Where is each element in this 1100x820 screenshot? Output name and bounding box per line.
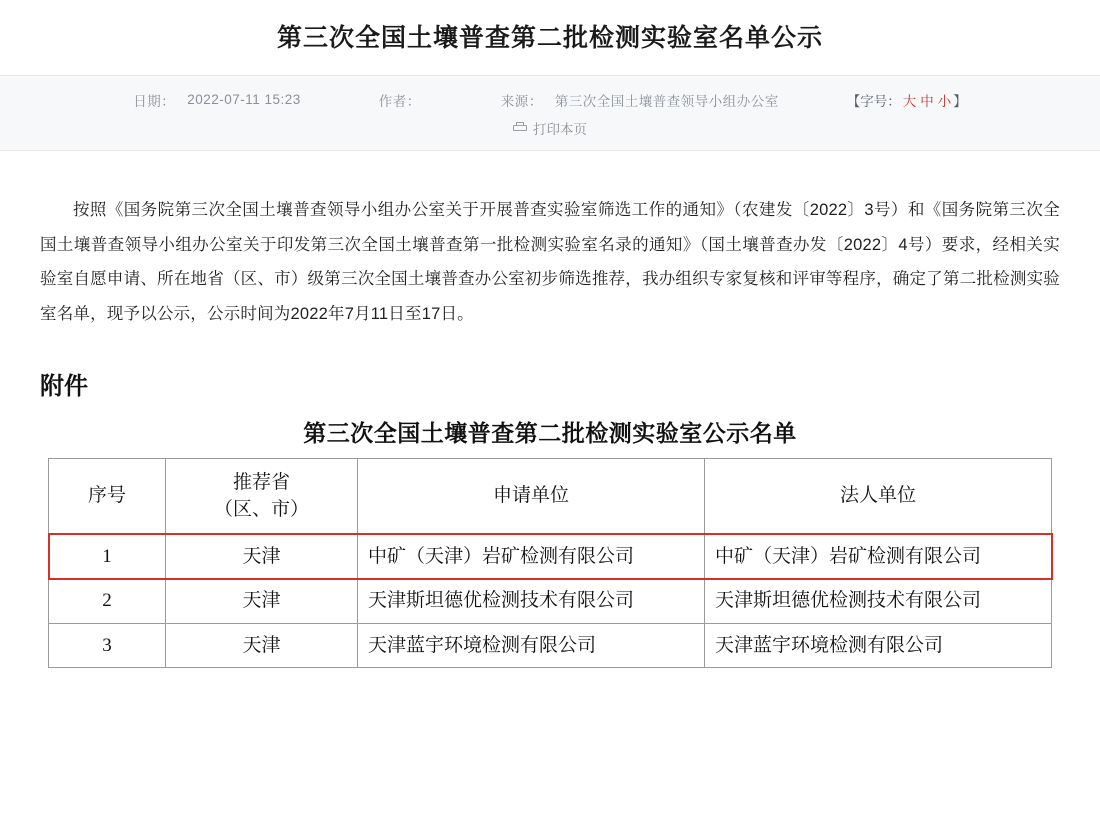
column-header-no: 序号 [49, 458, 166, 534]
meta-bar [0, 76, 1100, 151]
date-value: 2022-07-11 15:23 [187, 92, 301, 107]
cell-no: 1 [49, 534, 166, 579]
cell-no: 3 [49, 623, 166, 668]
column-header-province-line2: （区、市） [213, 499, 309, 521]
cell-no: 2 [49, 579, 166, 624]
cell-province: 天津 [166, 579, 358, 624]
author-label: 作者： [378, 93, 421, 109]
font-size-label: 【字号： [846, 93, 901, 109]
column-header-province-line1: 推荐省 [232, 471, 290, 493]
column-header-province [166, 458, 358, 534]
cell-legal-entity: 天津斯坦德优检测技术有限公司 [705, 579, 1052, 624]
body-paragraph: 按照《国务院第三次全国土壤普查领导小组办公室关于开展普查实验室筛选工作的通知》（农建发〔2022〕3号）和《国务院第三次全国土壤普查领导小组办公室关于印发第三次全国土壤普查第一批检测实验室名录的通知》（国土壤普查办发〔2022〕4号）要求，经相关实验室自愿申请、所在地省（区、市）级第三次全国土壤普查办公室初步筛选推荐，我办组织专家复核和评审等程序，确定了第二批检测实验室名单，现予以公示，公示时间为2022年7月11日至17日。 [40, 201, 1060, 323]
table-row [49, 623, 1052, 668]
table-row [49, 579, 1052, 624]
title-bar [0, 0, 1100, 76]
attachment-section [0, 366, 1100, 669]
meta-row [0, 90, 1100, 110]
cell-applicant: 天津蓝宇环境检测有限公司 [358, 623, 705, 668]
printer-icon [513, 122, 527, 134]
laboratory-table [48, 458, 1052, 669]
attachment-label: 附件 [40, 373, 88, 400]
cell-applicant: 天津斯坦德优检测技术有限公司 [358, 579, 705, 624]
cell-legal-entity: 中矿（天津）岩矿检测有限公司 [705, 534, 1052, 579]
source-value: 第三次全国土壤普查领导小组办公室 [554, 93, 779, 109]
article-body [0, 151, 1100, 332]
print-row[interactable] [0, 118, 1100, 138]
attachment-table-title: 第三次全国土壤普查第二批检测实验室公示名单 [303, 420, 797, 446]
table-header-row [49, 458, 1052, 534]
column-header-legal-entity: 法人单位 [705, 458, 1052, 534]
print-page-link[interactable]: 打印本页 [533, 121, 587, 137]
table-header [49, 458, 1052, 534]
font-size-close-bracket: 】 [953, 93, 967, 109]
cell-applicant: 中矿（天津）岩矿检测有限公司 [358, 534, 705, 579]
cell-province: 天津 [166, 623, 358, 668]
font-size-large-button[interactable]: 大 [902, 93, 917, 109]
source-label: 来源： [500, 93, 543, 109]
font-size-medium-button[interactable]: 中 [920, 93, 934, 109]
font-size-control [841, 90, 973, 110]
column-header-applicant: 申请单位 [358, 458, 705, 534]
table-row [49, 534, 1052, 579]
page-title: 第三次全国土壤普查第二批检测实验室名单公示 [276, 24, 823, 52]
cell-legal-entity: 天津蓝宇环境检测有限公司 [705, 623, 1052, 668]
font-size-small-button[interactable]: 小 [937, 93, 952, 109]
table-body [49, 534, 1052, 668]
cell-province: 天津 [166, 534, 358, 579]
date-label: 日期： [133, 93, 176, 109]
